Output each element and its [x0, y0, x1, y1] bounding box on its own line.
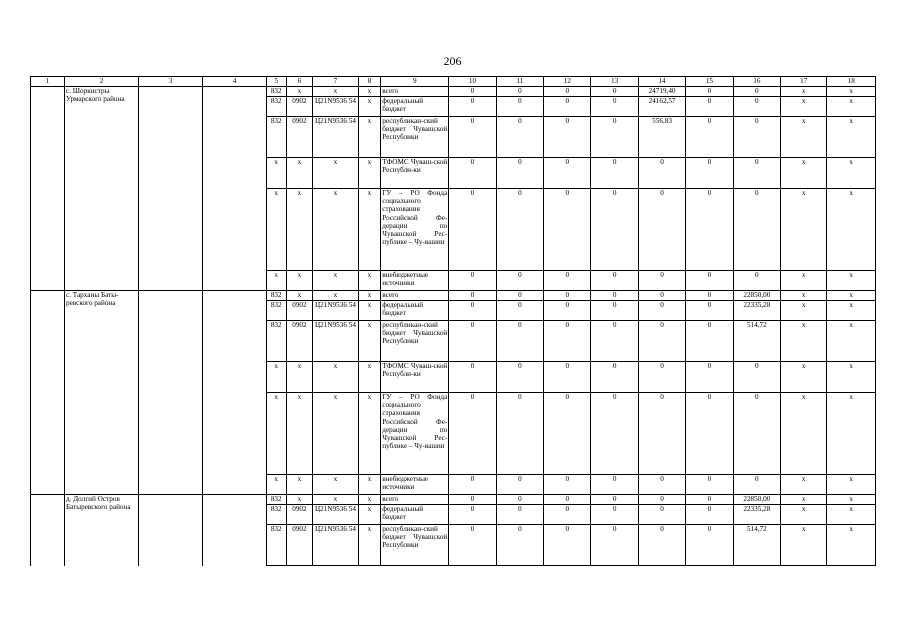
column-number: 3 — [139, 77, 203, 87]
cell-value: x — [781, 87, 827, 97]
cell-target-article: Ц21N9536 54 — [313, 301, 358, 321]
cell-grbs: x — [266, 271, 286, 291]
column-number: 6 — [286, 77, 313, 87]
cell-value: 0 — [733, 97, 780, 117]
cell-expense-type: x — [358, 97, 381, 117]
cell-value: 0 — [686, 495, 733, 505]
cell-value: 0 — [638, 475, 685, 495]
cell-value: 0 — [638, 362, 685, 393]
cell-value: 0 — [449, 495, 496, 505]
cell-value: 0 — [733, 393, 780, 475]
cell-value: 24719,40 — [638, 87, 685, 97]
cell-value: x — [781, 321, 827, 362]
cell-value: 0 — [638, 291, 685, 301]
column-number: 2 — [65, 77, 139, 87]
cell-value: 0 — [638, 301, 685, 321]
cell-value: 0 — [496, 393, 543, 475]
cell-section: 0902 — [286, 117, 313, 158]
cell-target-article: x — [313, 291, 358, 301]
cell-value: 22335,28 — [733, 301, 780, 321]
cell-value: x — [827, 87, 876, 97]
cell-value: x — [781, 525, 827, 566]
cell-value: x — [827, 271, 876, 291]
cell-value: 0 — [686, 362, 733, 393]
cell-section: x — [286, 189, 313, 271]
page-number: 206 — [443, 54, 462, 68]
cell-value: 0 — [686, 475, 733, 495]
budget-table — [30, 76, 876, 566]
cell-value: 0 — [638, 271, 685, 291]
cell-value: 0 — [449, 271, 496, 291]
cell-value: x — [827, 505, 876, 525]
cell-value: 0 — [449, 301, 496, 321]
cell-grbs: 832 — [266, 495, 286, 505]
cell-value: x — [827, 189, 876, 271]
cell-target-article: x — [313, 495, 358, 505]
row-empty-col1 — [31, 291, 65, 495]
cell-value: 0 — [496, 271, 543, 291]
cell-value: x — [827, 393, 876, 475]
cell-expense-type: x — [358, 291, 381, 301]
cell-funding-source: ГУ – РО Фонда социального страхования Российской Фе-дерации по Чувашской Рес-публике – Чу-вашии — [381, 189, 449, 271]
cell-target-article: Ц21N9536 54 — [313, 117, 358, 158]
cell-grbs: 832 — [266, 291, 286, 301]
cell-expense-type: x — [358, 362, 381, 393]
cell-value: x — [781, 301, 827, 321]
row-empty-col1 — [31, 87, 65, 291]
settlement-name: д. Долгий Остров Батыревского района — [65, 495, 139, 566]
cell-grbs: x — [266, 393, 286, 475]
cell-section: x — [286, 87, 313, 97]
cell-value: 0 — [544, 291, 591, 301]
cell-value: 0 — [686, 291, 733, 301]
cell-value: 0 — [638, 189, 685, 271]
cell-value: 0 — [544, 271, 591, 291]
column-number: 18 — [827, 77, 876, 87]
cell-value: x — [827, 117, 876, 158]
cell-value: 0 — [591, 321, 638, 362]
row-empty-col4 — [203, 87, 267, 291]
cell-value: 0 — [686, 525, 733, 566]
cell-grbs: 832 — [266, 321, 286, 362]
column-number: 17 — [781, 77, 827, 87]
cell-grbs: 832 — [266, 87, 286, 97]
cell-section: x — [286, 362, 313, 393]
cell-expense-type: x — [358, 525, 381, 566]
cell-value: 0 — [591, 393, 638, 475]
cell-value: x — [827, 158, 876, 189]
cell-value: 0 — [496, 525, 543, 566]
cell-target-article: x — [313, 271, 358, 291]
cell-value: 0 — [544, 158, 591, 189]
cell-value: 0 — [638, 495, 685, 505]
cell-grbs: 832 — [266, 525, 286, 566]
cell-grbs: 832 — [266, 117, 286, 158]
cell-value: 22850,00 — [733, 291, 780, 301]
cell-section: 0902 — [286, 505, 313, 525]
cell-value: 0 — [496, 87, 543, 97]
cell-value: 0 — [496, 321, 543, 362]
cell-value: x — [827, 291, 876, 301]
column-number: 16 — [733, 77, 780, 87]
cell-value: x — [827, 97, 876, 117]
cell-value: x — [781, 117, 827, 158]
cell-value: x — [827, 321, 876, 362]
cell-expense-type: x — [358, 189, 381, 271]
cell-value: 22335,28 — [733, 505, 780, 525]
cell-value: 0 — [544, 393, 591, 475]
cell-section: 0902 — [286, 97, 313, 117]
cell-target-article: x — [313, 362, 358, 393]
cell-value: 0 — [496, 505, 543, 525]
row-empty-col3 — [139, 87, 203, 291]
cell-value: 0 — [638, 525, 685, 566]
column-number: 14 — [638, 77, 685, 87]
cell-value: 0 — [496, 158, 543, 189]
cell-value: 0 — [686, 505, 733, 525]
header-row — [31, 77, 876, 87]
cell-section: x — [286, 158, 313, 189]
cell-expense-type: x — [358, 87, 381, 97]
cell-expense-type: x — [358, 495, 381, 505]
table-row — [31, 87, 876, 97]
cell-value: 0 — [449, 291, 496, 301]
cell-value: 0 — [449, 321, 496, 362]
cell-value: 0 — [544, 475, 591, 495]
column-number: 4 — [203, 77, 267, 87]
cell-value: 0 — [591, 117, 638, 158]
row-empty-col3 — [139, 495, 203, 566]
cell-value: 0 — [449, 505, 496, 525]
cell-value: 0 — [591, 505, 638, 525]
cell-target-article: x — [313, 393, 358, 475]
cell-funding-source: ГУ – РО Фонда социального страхования Российской Фе-дерации по Чувашской Рес-публике – Чу-вашии — [381, 393, 449, 475]
cell-funding-source: республикан-ский бюджет Чувашской Республики — [381, 117, 449, 158]
cell-value: 0 — [686, 87, 733, 97]
cell-grbs: x — [266, 475, 286, 495]
cell-value: 0 — [733, 475, 780, 495]
cell-target-article: x — [313, 189, 358, 271]
column-number: 1 — [31, 77, 65, 87]
cell-value: 0 — [449, 158, 496, 189]
settlement-name: с. Шоркистры Урмарского района — [65, 87, 139, 291]
cell-value: 0 — [544, 362, 591, 393]
cell-value: 0 — [686, 158, 733, 189]
cell-value: 0 — [686, 117, 733, 158]
cell-funding-source: всего — [381, 87, 449, 97]
row-empty-col3 — [139, 291, 203, 495]
cell-value: 0 — [638, 158, 685, 189]
cell-target-article: Ц21N9536 54 — [313, 525, 358, 566]
cell-value: 0 — [449, 525, 496, 566]
cell-value: 0 — [449, 97, 496, 117]
cell-value: x — [781, 158, 827, 189]
cell-value: 514,72 — [733, 321, 780, 362]
cell-target-article: x — [313, 87, 358, 97]
cell-value: x — [781, 362, 827, 393]
cell-value: x — [827, 495, 876, 505]
column-number: 15 — [686, 77, 733, 87]
cell-expense-type: x — [358, 321, 381, 362]
cell-value: 0 — [591, 291, 638, 301]
cell-value: 0 — [591, 301, 638, 321]
cell-funding-source: федеральный бюджет — [381, 505, 449, 525]
cell-value: 0 — [544, 301, 591, 321]
cell-value: 0 — [638, 321, 685, 362]
cell-value: x — [781, 393, 827, 475]
cell-grbs: x — [266, 158, 286, 189]
cell-value: 0 — [496, 362, 543, 393]
cell-funding-source: федеральный бюджет — [381, 97, 449, 117]
cell-funding-source: федеральный бюджет — [381, 301, 449, 321]
cell-value: 0 — [591, 525, 638, 566]
cell-expense-type: x — [358, 158, 381, 189]
cell-value: 0 — [496, 495, 543, 505]
cell-target-article: x — [313, 475, 358, 495]
cell-value: 0 — [686, 301, 733, 321]
cell-target-article: Ц21N9536 54 — [313, 97, 358, 117]
cell-target-article: Ц21N9536 54 — [313, 505, 358, 525]
cell-funding-source: внебюджетные источники — [381, 271, 449, 291]
cell-value: 0 — [544, 495, 591, 505]
cell-value: 0 — [449, 362, 496, 393]
cell-value: 0 — [733, 117, 780, 158]
cell-value: x — [781, 495, 827, 505]
cell-expense-type: x — [358, 393, 381, 475]
cell-value: 0 — [733, 271, 780, 291]
cell-value: 0 — [449, 393, 496, 475]
cell-value: 0 — [544, 97, 591, 117]
cell-value: 0 — [733, 189, 780, 271]
row-empty-col1 — [31, 495, 65, 566]
cell-value: 0 — [496, 291, 543, 301]
column-number: 9 — [381, 77, 449, 87]
cell-section: x — [286, 475, 313, 495]
cell-value: x — [781, 291, 827, 301]
cell-value: 0 — [496, 475, 543, 495]
column-number: 12 — [544, 77, 591, 87]
settlement-name: с. Тарханы Баты-ревского района — [65, 291, 139, 495]
cell-value: x — [781, 271, 827, 291]
cell-value: 0 — [591, 189, 638, 271]
column-number: 13 — [591, 77, 638, 87]
cell-value: 0 — [496, 301, 543, 321]
cell-value: 22850,00 — [733, 495, 780, 505]
cell-value: x — [781, 189, 827, 271]
column-number: 7 — [313, 77, 358, 87]
cell-value: 0 — [591, 87, 638, 97]
cell-target-article: Ц21N9536 54 — [313, 321, 358, 362]
cell-value: 24162,57 — [638, 97, 685, 117]
cell-section: 0902 — [286, 321, 313, 362]
cell-section: x — [286, 393, 313, 475]
cell-funding-source: республикан-ский бюджет Чувашской Республики — [381, 525, 449, 566]
column-number: 11 — [496, 77, 543, 87]
cell-funding-source: всего — [381, 495, 449, 505]
table-row — [31, 495, 876, 505]
cell-value: 0 — [591, 362, 638, 393]
cell-value: 0 — [449, 475, 496, 495]
cell-value: 0 — [449, 87, 496, 97]
cell-value: 0 — [591, 97, 638, 117]
cell-value: x — [827, 362, 876, 393]
cell-value: 0 — [496, 189, 543, 271]
cell-value: x — [827, 525, 876, 566]
cell-value: 0 — [686, 271, 733, 291]
cell-value: x — [827, 475, 876, 495]
cell-value: 0 — [544, 321, 591, 362]
cell-grbs: x — [266, 362, 286, 393]
cell-section: 0902 — [286, 525, 313, 566]
cell-value: 0 — [544, 117, 591, 158]
cell-value: 0 — [733, 158, 780, 189]
column-number: 10 — [449, 77, 496, 87]
table-row — [31, 291, 876, 301]
cell-expense-type: x — [358, 271, 381, 291]
cell-value: 0 — [638, 505, 685, 525]
cell-value: 0 — [733, 87, 780, 97]
cell-value: 0 — [686, 393, 733, 475]
cell-value: 0 — [638, 393, 685, 475]
cell-section: 0902 — [286, 301, 313, 321]
cell-value: 514,72 — [733, 525, 780, 566]
cell-expense-type: x — [358, 301, 381, 321]
cell-value: 0 — [544, 525, 591, 566]
cell-section: x — [286, 291, 313, 301]
cell-expense-type: x — [358, 475, 381, 495]
cell-value: 0 — [449, 117, 496, 158]
column-number: 8 — [358, 77, 381, 87]
cell-value: 0 — [591, 475, 638, 495]
cell-grbs: x — [266, 189, 286, 271]
cell-funding-source: республикан-ский бюджет Чувашской Республики — [381, 321, 449, 362]
cell-value: x — [781, 97, 827, 117]
cell-section: x — [286, 495, 313, 505]
cell-funding-source: внебюджетные источники — [381, 475, 449, 495]
cell-value: x — [781, 475, 827, 495]
cell-funding-source: всего — [381, 291, 449, 301]
cell-value: 0 — [686, 97, 733, 117]
cell-target-article: x — [313, 158, 358, 189]
cell-grbs: 832 — [266, 97, 286, 117]
cell-value: x — [827, 301, 876, 321]
cell-section: x — [286, 271, 313, 291]
cell-value: 0 — [544, 87, 591, 97]
cell-value: 0 — [496, 117, 543, 158]
cell-value: x — [781, 505, 827, 525]
cell-grbs: 832 — [266, 505, 286, 525]
cell-value: 0 — [544, 505, 591, 525]
cell-funding-source: ТФОМС Чуваш-ской Республи-ки — [381, 158, 449, 189]
cell-value: 0 — [449, 189, 496, 271]
cell-value: 0 — [591, 271, 638, 291]
cell-value: 0 — [686, 321, 733, 362]
cell-funding-source: ТФОМС Чуваш-ской Республи-ки — [381, 362, 449, 393]
cell-value: 0 — [686, 189, 733, 271]
column-number: 5 — [266, 77, 286, 87]
cell-value: 556,83 — [638, 117, 685, 158]
cell-value: 0 — [544, 189, 591, 271]
cell-grbs: 832 — [266, 301, 286, 321]
cell-value: 0 — [733, 362, 780, 393]
cell-value: 0 — [591, 158, 638, 189]
cell-value: 0 — [496, 97, 543, 117]
cell-expense-type: x — [358, 117, 381, 158]
row-empty-col4 — [203, 291, 267, 495]
cell-value: 0 — [591, 495, 638, 505]
row-empty-col4 — [203, 495, 267, 566]
cell-expense-type: x — [358, 505, 381, 525]
